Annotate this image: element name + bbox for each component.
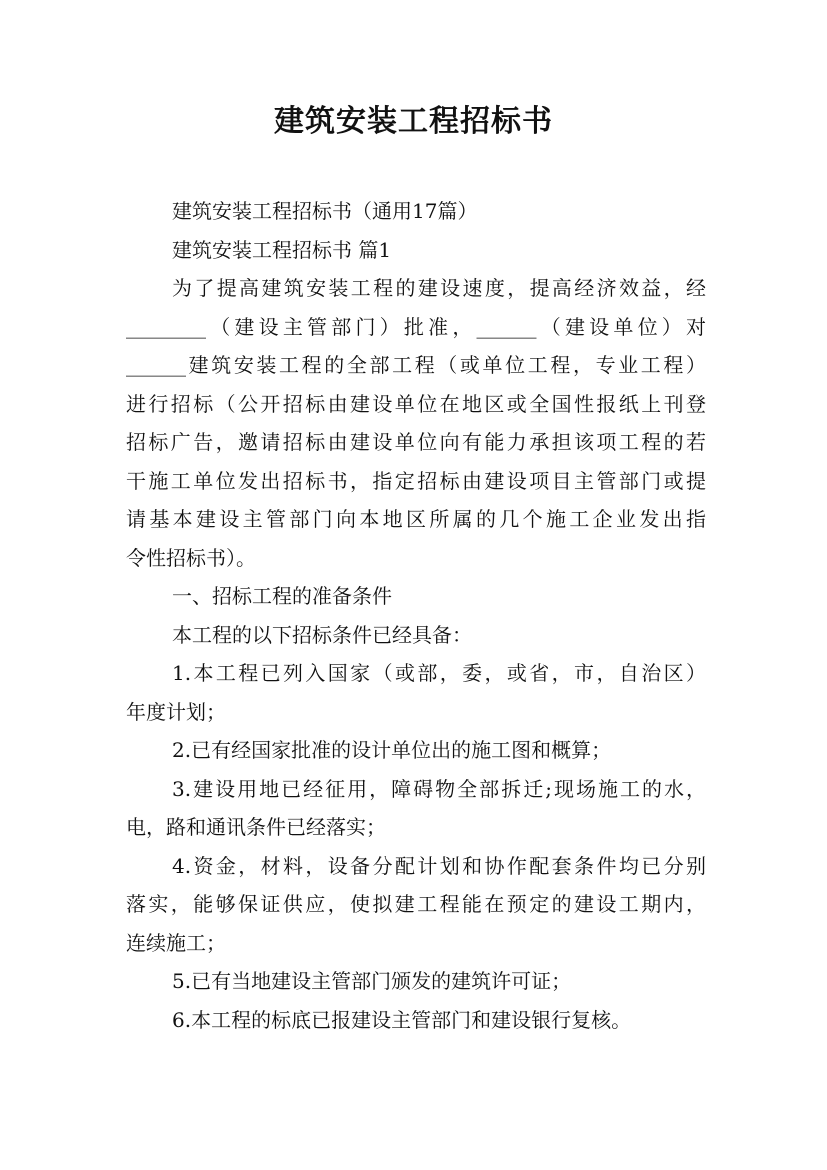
body-line: 5.已有当地建设主管部门颁发的建筑许可证； xyxy=(172,969,572,993)
body-line: 6.本工程的标底已报建设主管部门和建设银行复核。 xyxy=(172,1007,632,1032)
body-line: 进行招标（公开招标由建设单位在地区或全国性报纸上刊登 xyxy=(126,391,706,416)
body-line: 为了提高建筑安装工程的建设速度，提高经济效益，经 xyxy=(172,276,706,300)
body-line: 电，路和通讯条件已经落实； xyxy=(126,815,386,839)
document-body xyxy=(126,192,706,1039)
body-line: 干施工单位发出招标书，指定招标由建设项目主管部门或提 xyxy=(126,468,706,493)
document-title: 建筑安装工程招标书 xyxy=(274,104,553,139)
body-line: 一、招标工程的准备条件 xyxy=(172,584,392,608)
body-line: 年度计划； xyxy=(126,699,226,724)
body-line: 连续施工； xyxy=(126,930,226,955)
body-line: 1.本工程已列入国家（或部，委，或省，市，自治区） xyxy=(172,661,706,685)
body-line: ________（建设主管部门）批准，______（建设单位）对 xyxy=(126,314,706,339)
body-line: ______建筑安装工程的全部工程（或单位工程，专业工程） xyxy=(126,353,706,377)
body-line: 请基本建设主管部门向本地区所属的几个施工企业发出指 xyxy=(126,507,706,531)
body-line: 建筑安装工程招标书 篇1 xyxy=(172,237,392,262)
body-line: 建筑安装工程招标书（通用17篇） xyxy=(172,199,478,223)
body-line: 2.已有经国家批准的设计单位出的施工图和概算； xyxy=(172,738,612,762)
body-line: 3.建设用地已经征用，障碍物全部拆迁;现场施工的水， xyxy=(172,776,706,801)
body-line: 招标广告，邀请招标由建设单位向有能力承担该项工程的若 xyxy=(126,430,706,454)
body-line: 4.资金，材料，设备分配计划和协作配套条件均已分别 xyxy=(172,853,706,878)
body-line: 令性招标书）。 xyxy=(126,545,256,570)
body-line: 落实，能够保证供应，使拟建工程能在预定的建设工期内， xyxy=(126,892,706,916)
body-line: 本工程的以下招标条件已经具备： xyxy=(172,622,472,647)
